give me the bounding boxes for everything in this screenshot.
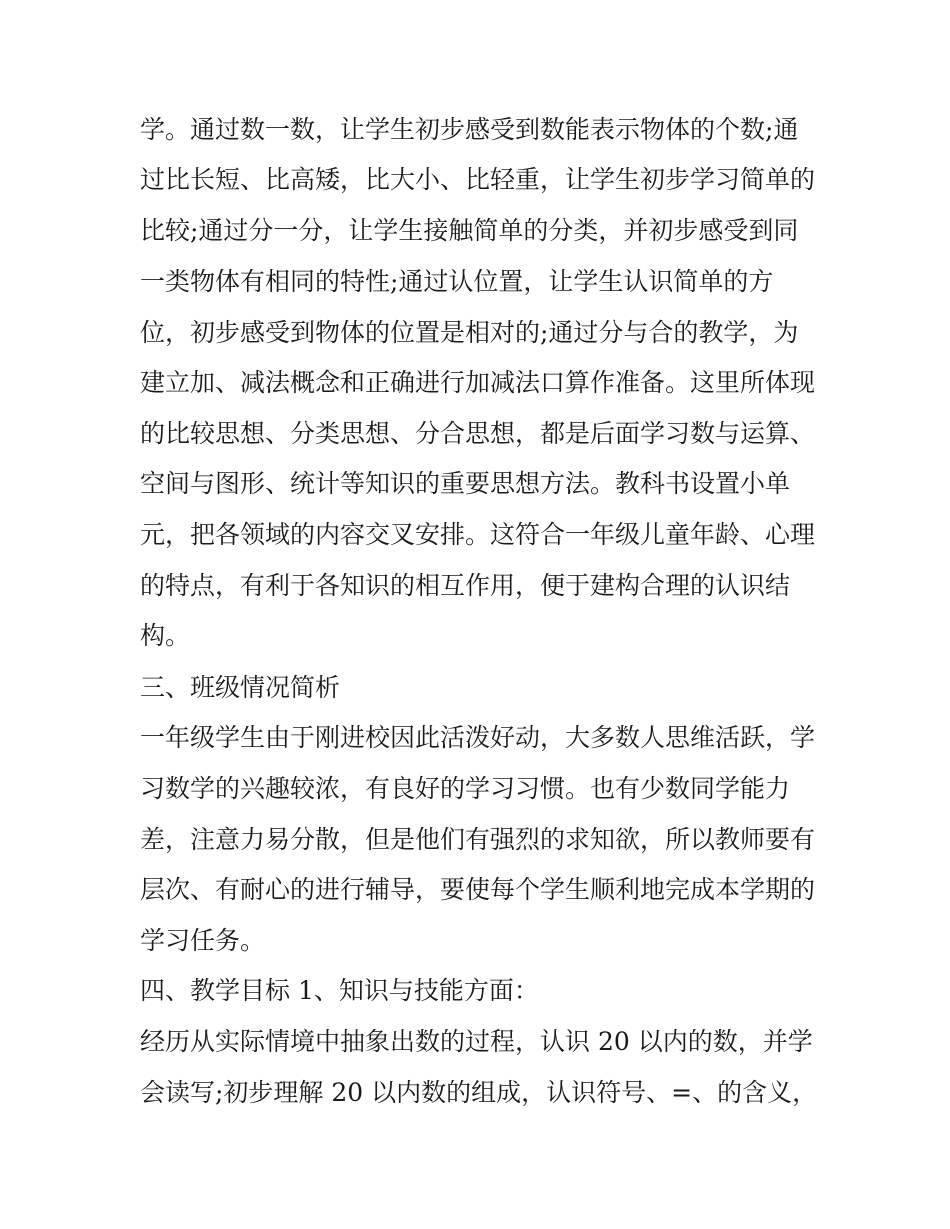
paragraph-line: 学习任务。 [140, 926, 266, 955]
paragraph-line: 的比较思想、分类思想、分合思想，都是后面学习数与运算、 [140, 419, 816, 448]
paragraph-line: 位，初步感受到物体的位置是相对的;通过分与合的教学，为 [140, 318, 799, 347]
paragraph-line: 差，注意力易分散，但是他们有强烈的求知欲，所以教师要有 [140, 825, 816, 854]
paragraph-line: 过比长短、比高矮，比大小、比轻重，让学生初步学习简单的 [140, 165, 816, 194]
paragraph-line: 元，把各领域的内容交叉安排。这符合一年级儿童年龄、心理 [140, 520, 816, 549]
paragraph-line: 空间与图形、统计等知识的重要思想方法。教科书设置小单 [140, 469, 791, 498]
paragraph-line: 比较;通过分一分，让学生接触简单的分类，并初步感受到同 [140, 216, 799, 245]
paragraph-line: 一年级学生由于刚进校因此活泼好动，大多数人思维活跃，学 [140, 723, 816, 752]
paragraph-line: 学。通过数一数，让学生初步感受到数能表示物体的个数;通 [140, 115, 799, 144]
paragraph-line: 的特点，有利于各知识的相互作用，便于建构合理的认识结 [140, 571, 791, 600]
paragraph-line: 经历从实际情境中抽象出数的过程，认识 20 以内的数，并学 [140, 1027, 813, 1056]
section-heading: 四、教学目标 1、知识与技能方面： [140, 976, 539, 1005]
paragraph-line: 一类物体有相同的特性;通过认位置，让学生认识简单的方 [140, 267, 774, 296]
paragraph-line: 层次、有耐心的进行辅导，要使每个学生顺利地完成本学期的 [140, 875, 816, 904]
paragraph-line: 习数学的兴趣较浓，有良好的学习习惯。也有少数同学能力 [140, 774, 791, 803]
paragraph-line: 构。 [140, 621, 191, 650]
paragraph-line: 建立加、减法概念和正确进行加减法口算作准备。这里所体现 [140, 368, 816, 397]
section-heading: 三、班级情况简析 [140, 673, 341, 702]
paragraph-line: 会读写;初步理解 20 以内数的组成，认识符号、=、的含义， [140, 1078, 818, 1107]
